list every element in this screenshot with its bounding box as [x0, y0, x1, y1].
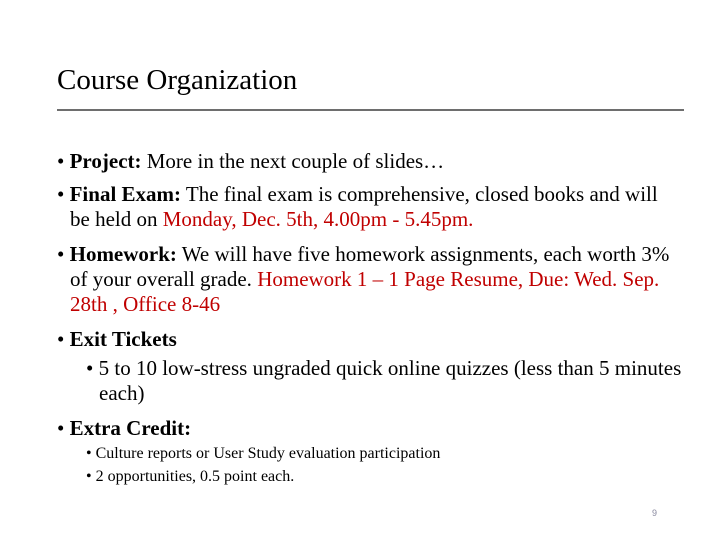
- bullet-homework: [57, 242, 680, 317]
- bullet-extra-credit: [57, 416, 680, 441]
- exam-date-highlight: Monday, Dec. 5th, 4.00pm - 5.45pm.: [162, 207, 474, 231]
- bullet-mark: •: [57, 242, 65, 266]
- bullet-mark: •: [57, 149, 65, 173]
- bullet-final-exam: [57, 182, 680, 232]
- bullet-mark: •: [57, 416, 65, 440]
- bullet-text: 2 opportunities, 0.5 point each.: [95, 468, 295, 485]
- slide-title: Course Organization: [57, 64, 298, 96]
- bullet-exit-tickets: [57, 327, 680, 352]
- bullet-mark: •: [57, 182, 65, 206]
- bullet-label: Final Exam:: [69, 182, 182, 206]
- page-number: 9: [652, 508, 658, 518]
- bullet-text: 5 to 10 low-stress ungraded quick online quizzes (less than 5 minutes each): [98, 356, 682, 405]
- bullet-text: Culture reports or User Study evaluation participation: [95, 445, 441, 462]
- homework-due-highlight: Homework 1 – 1 Page Resume, Due: Wed. Sep. 28th , Office 8-46: [70, 267, 660, 316]
- bullet-project: [57, 149, 680, 174]
- bullet-label: Homework:: [69, 242, 177, 266]
- sub-bullet-quizzes: [86, 356, 689, 406]
- sub-bullet-culture-reports: [86, 443, 676, 465]
- small-bullet-mark: •: [86, 445, 92, 462]
- bullet-text: More in the next couple of slides…: [146, 149, 445, 173]
- bullet-mark: •: [86, 356, 94, 380]
- title-divider: [57, 109, 684, 111]
- small-bullet-mark: •: [86, 468, 92, 485]
- bullet-label: Project:: [69, 149, 142, 173]
- bullet-text: The final exam is comprehensive, closed books and will be held on: [70, 182, 658, 231]
- sub-bullet-opportunities: [86, 466, 676, 488]
- bullet-mark: •: [57, 327, 65, 351]
- bullet-label: Extra Credit:: [69, 416, 192, 440]
- bullet-text: We will have five homework assignments, each worth 3% of your overall grade.: [70, 242, 670, 291]
- bullet-label: Exit Tickets: [69, 327, 177, 351]
